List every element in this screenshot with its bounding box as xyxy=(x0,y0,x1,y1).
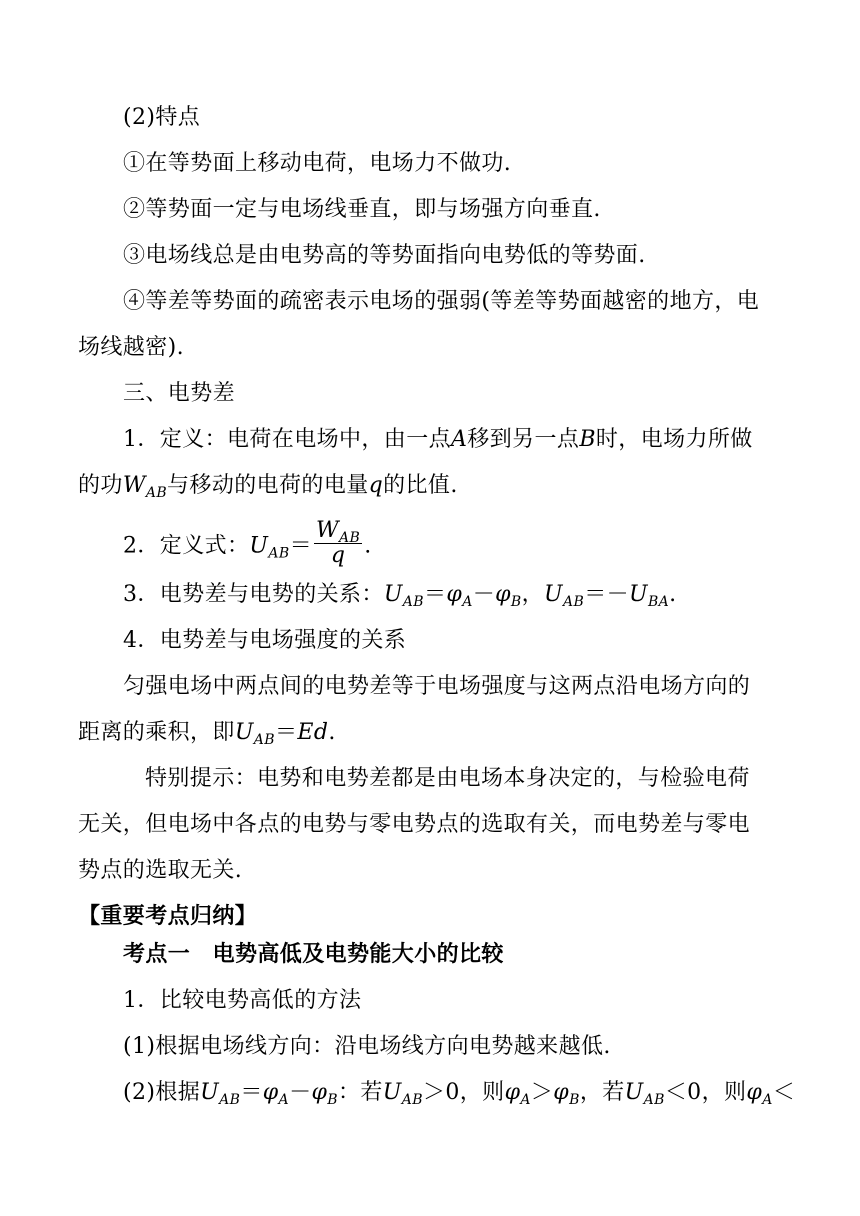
definition-line-cont: 的功$W_{AB}$与移动的电荷的电量q的比值. xyxy=(78,473,458,501)
special-note-cont-1: 无关，但电场中各点的电势与零电势点的选取有关，而电势差与零电 xyxy=(78,812,751,837)
key-points-heading: 【重要考点归纳】 xyxy=(78,904,258,929)
paragraph-point-3: ③电场线总是由电势高的等势面指向电势低的等势面. xyxy=(123,243,646,268)
paragraph-point-4: ④等差等势面的疏密表示电场的强弱(等差等势面越密的地方，电 xyxy=(123,289,760,314)
formula-definition: 2．定义式：$U_{AB}=$ $\frac{W_{AB}}{q}$ . xyxy=(123,518,372,568)
compare-method-heading: 1．比较电势高低的方法 xyxy=(123,988,362,1013)
uniform-field-line-cont: 距离的乘积，即$U_{AB}=Ed$. xyxy=(78,720,336,748)
uniform-field-line: 匀强电场中两点间的电势差等于电场强度与这两点沿电场方向的 xyxy=(123,674,751,699)
paragraph-point-4-cont: 场线越密). xyxy=(78,335,184,360)
definition-line: 1．定义：电荷在电场中，由一点A移到另一点B时，电场力所做 xyxy=(123,427,753,452)
key-point-one-heading: 考点一 电势高低及电势能大小的比较 xyxy=(123,942,504,967)
section-heading-potential-difference: 三、电势差 xyxy=(123,381,236,406)
fraction: $\frac{W_{AB}}{q}$ xyxy=(315,518,361,568)
subheading-characteristics: (2)特点 xyxy=(123,105,201,130)
method-1: (1)根据电场线方向：沿电场线方向电势越来越低. xyxy=(123,1034,611,1059)
special-note: 特别提示：电势和电势差都是由电场本身决定的，与检验电荷 xyxy=(145,766,750,791)
relation-potential: 3．电势差与电势的关系：$U_{AB}=\varphi_A-\varphi_B$，$U_{AB}=-U_{BA}$. xyxy=(123,582,677,610)
method-2: (2)根据$U_{AB}=\varphi_A-\varphi_B$：若$U_{AB}>0$，则$\varphi_A>\varphi_B$，若$U_{AB}<0$，则$\varphi_A<$ xyxy=(123,1080,796,1108)
special-note-cont-2: 势点的选取无关. xyxy=(78,858,243,883)
paragraph-point-2: ②等势面一定与电场线垂直，即与场强方向垂直. xyxy=(123,197,601,222)
paragraph-point-1: ①在等势面上移动电荷，电场力不做功. xyxy=(123,151,512,176)
relation-field-heading: 4．电势差与电场强度的关系 xyxy=(123,628,407,653)
